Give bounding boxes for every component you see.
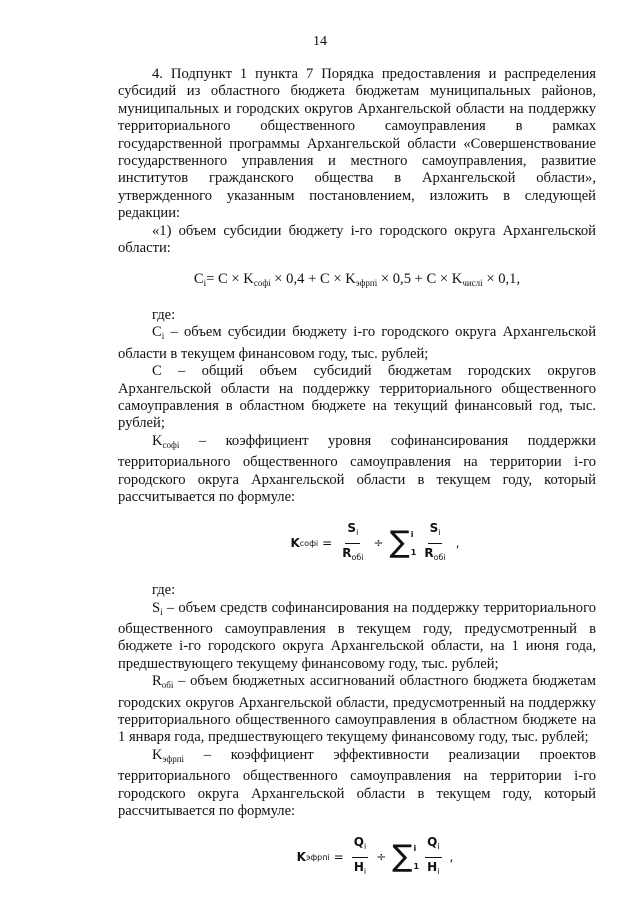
where-label-1: где: bbox=[152, 306, 176, 323]
formula-ci-sub: i bbox=[203, 278, 207, 289]
definition-ci: $C_i$ – объем субсидии бюджету i-го городского округа Архангельской области в текущем финансовом году, тыс. рублей; bbox=[118, 324, 596, 362]
document-body bbox=[118, 66, 596, 896]
formula-ci bbox=[118, 271, 596, 292]
definition-si: $S_i$ – объем средств софинансирования на поддержку территориального общественного самоуправления в текущем году, предусмотренный в бюджете i-го городского округа Архангельской области, на 1 июня года, предшествующего текущему финансовому году, тыс. рублей; bbox=[118, 599, 596, 672]
fraction-si-robi-sum: $\frac{S_i}{R_{обi}}$ bbox=[424, 521, 446, 562]
fraction-qi-hi-sum: $\frac{Q_i}{H_i}$ bbox=[427, 835, 440, 876]
fraction-si-robi: $\frac{S_i}{R_{обi}}$ bbox=[342, 521, 364, 562]
sum-sign: ∑ i 1 bbox=[389, 525, 417, 561]
definition-kefr: $K_{эфрпi}$ – коэффициент эффективности реализации проектов территориального общественного самоуправления на территории i-го городского округа Архангельской области в текущем году, который рассчитывается по формуле: bbox=[118, 746, 596, 820]
formula-ci-sub-sofi: софi bbox=[253, 278, 271, 289]
formula-ci-part1: = C × K bbox=[206, 271, 254, 288]
formula-ci-part3: × 0,5 + C × K bbox=[377, 271, 463, 288]
definition-robi: $R_{обi}$ – объем бюджетных ассигнований областного бюджета бюджетам городских округов Архангельской области, предусмотренный на поддержку территориального общественного самоуправления в областном бюджете на 1 января года, предшествующего текущему финансовому году, тыс. рублей; bbox=[118, 673, 596, 746]
definition-ksof: $K_{софi}$ – коэффициент уровня софинансирования поддержки территориального общественного самоуправления на территории i-го городского округа Архангельской области в текущем году, который рассчитывается по формуле: bbox=[118, 432, 596, 505]
formula-ci-part2: × 0,4 + C × K bbox=[270, 271, 356, 288]
formula-ci-part4: × 0,1, bbox=[482, 271, 521, 288]
formula-ci-symbol: C bbox=[193, 271, 204, 288]
formula-ci-sub-efrpi: эфрпi bbox=[355, 278, 378, 289]
paragraph-main: 4. Подпункт 1 пункта 7 Порядка предоставления и распределения субсидий из областного бюджета бюджетам муниципальных районов, муниципальных и городских округов Архангельской области на поддержку территориального общественного самоуправления в рамках государственной программы Архангельской области «Совершенствование государственного управления и местного самоуправления, развитие институтов гражданского общества в Архангельской области», утвержденного указанным постановлением, изложить в следующей редакции: bbox=[118, 66, 596, 222]
formula-ksof: K софi = $\frac{S_i}{R_{обi}}$ ÷ ∑ i 1 $\frac{S_i}{R_{обi}}$ , bbox=[158, 520, 596, 566]
where-label-2: где: bbox=[152, 582, 176, 599]
formula-kefr: K эфрпi = $\frac{Q_i}{H_i}$ ÷ ∑ i 1 $\frac{Q_i}{H_i}$ , bbox=[158, 834, 596, 880]
sum-sign-2: ∑ i 1 bbox=[392, 839, 420, 875]
fraction-qi-hi: $\frac{Q_i}{H_i}$ bbox=[353, 835, 367, 876]
formula-ci-sub-chisli: числi bbox=[462, 278, 483, 289]
paragraph-subitem-1: «1) объем субсидии бюджету i-го городского округа Архангельской области: bbox=[118, 222, 596, 257]
page-number: 14 bbox=[313, 34, 327, 49]
definition-c: C – общий объем субсидий бюджетам городских округов Архангельской области на поддержку территориального общественного самоуправления в областном бюджете на текущий финансовый год, тыс. рублей; bbox=[118, 363, 596, 432]
